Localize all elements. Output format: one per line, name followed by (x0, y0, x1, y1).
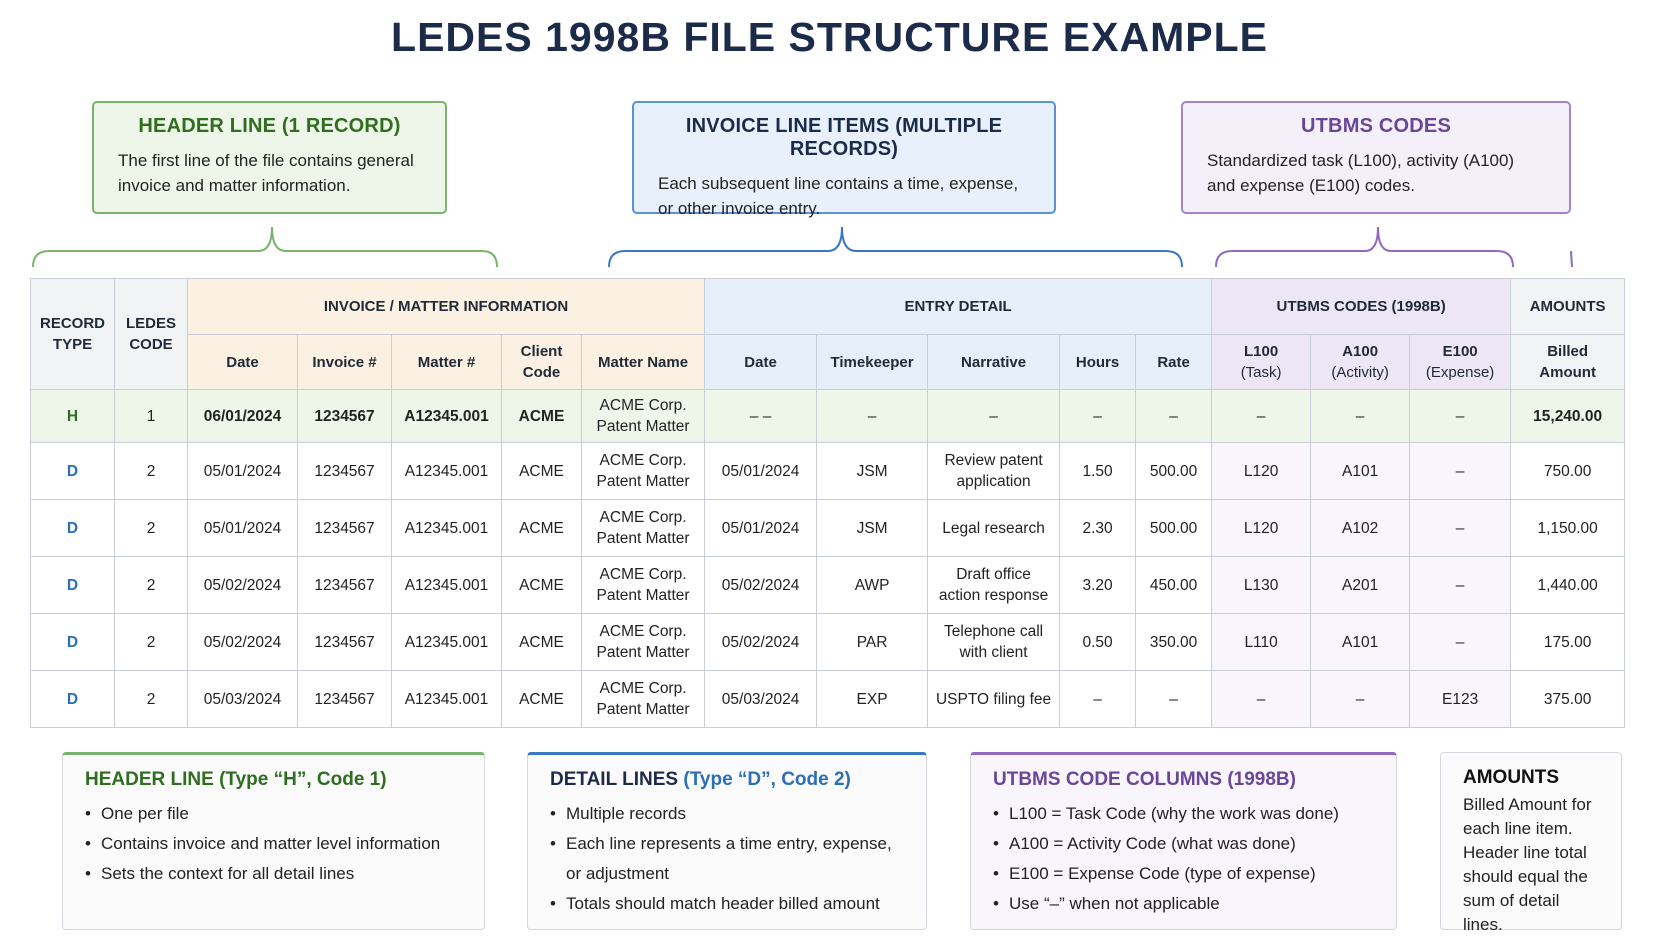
col-hours: Hours (1060, 335, 1136, 390)
col-matter-number: Matter # (392, 335, 502, 390)
detail-lines-note: • Multiple records (550, 799, 904, 829)
amounts-notes-text: Billed Amount for each line item. Header line total should equal the sum of detail lines. (1463, 795, 1592, 934)
cell-narrative: Telephone call with client (928, 614, 1060, 671)
cell-matter-number: A12345.001 (392, 614, 502, 671)
cell-a100: A102 (1311, 500, 1410, 557)
utbms-columns-note: • A100 = Activity Code (what was done) (993, 829, 1374, 859)
cell-invoice-date: 05/02/2024 (188, 614, 298, 671)
cell-timekeeper: – (817, 390, 928, 443)
cell-matter-name: ACME Corp. Patent Matter (582, 557, 705, 614)
cell-timekeeper: EXP (817, 671, 928, 728)
cell-ledes-code: 2 (115, 443, 188, 500)
cell-record-type: D (31, 557, 115, 614)
cell-ledes-code: 2 (115, 557, 188, 614)
utbms-columns-notes (970, 752, 1397, 930)
cell-billed-amount: 1,440.00 (1511, 557, 1625, 614)
cell-timekeeper: JSM (817, 500, 928, 557)
invoice-matter-group-header: INVOICE / MATTER INFORMATION (188, 279, 705, 335)
utbms-columns-note: • Use “–” when not applicable (993, 889, 1374, 919)
cell-l100: L130 (1212, 557, 1311, 614)
cell-invoice-number: 1234567 (298, 390, 392, 443)
header-record-row (31, 390, 1625, 443)
cell-client-code: ACME (502, 443, 582, 500)
cell-invoice-date: 05/03/2024 (188, 671, 298, 728)
col-a100-activity: A100 (Activity) (1311, 335, 1410, 390)
cell-matter-name: ACME Corp. Patent Matter (582, 443, 705, 500)
cell-narrative: Review patent application (928, 443, 1060, 500)
header-line-note: • Sets the context for all detail lines (85, 859, 462, 889)
col-l100-task: L100 (Task) (1212, 335, 1311, 390)
cell-matter-name: ACME Corp. Patent Matter (582, 390, 705, 443)
cell-client-code: ACME (502, 557, 582, 614)
cell-invoice-number: 1234567 (298, 500, 392, 557)
utbms-callout-heading: UTBMS CODES (1301, 115, 1451, 137)
cell-invoice-date: 05/01/2024 (188, 443, 298, 500)
cell-narrative: – (928, 390, 1060, 443)
ledes-code-header: LEDES CODE (115, 279, 188, 390)
header-line-notes-heading: HEADER LINE (Type “H”, Code 1) (85, 769, 387, 790)
cell-rate: 350.00 (1136, 614, 1212, 671)
cell-ledes-code: 2 (115, 614, 188, 671)
detail-lines-note: • Each line represents a time entry, expense, or adjustment (550, 829, 904, 889)
header-line-callout-text: The first line of the file contains general invoice and matter information. (118, 151, 414, 195)
cell-client-code: ACME (502, 390, 582, 443)
cell-a100: A201 (1311, 557, 1410, 614)
cell-entry-date: 05/01/2024 (705, 500, 817, 557)
cell-client-code: ACME (502, 614, 582, 671)
col-entry-date: Date (705, 335, 817, 390)
cell-hours: 3.20 (1060, 557, 1136, 614)
detail-record-row (31, 614, 1625, 671)
cell-record-type: D (31, 671, 115, 728)
col-timekeeper: Timekeeper (817, 335, 928, 390)
header-line-note: • One per file (85, 799, 462, 829)
col-rate: Rate (1136, 335, 1212, 390)
cell-hours: – (1060, 671, 1136, 728)
cell-a100: – (1311, 671, 1410, 728)
amounts-notes (1440, 752, 1622, 934)
cell-entry-date: 05/02/2024 (705, 557, 817, 614)
cell-record-type: D (31, 500, 115, 557)
line-items-brace (609, 227, 1182, 267)
cell-l100: L120 (1212, 443, 1311, 500)
cell-invoice-date: 05/02/2024 (188, 557, 298, 614)
detail-record-row (31, 557, 1625, 614)
cell-l100: – (1212, 390, 1311, 443)
cell-rate: – (1136, 390, 1212, 443)
group-braces (0, 0, 1659, 290)
cell-record-type: D (31, 443, 115, 500)
col-e100-expense: E100 (Expense) (1410, 335, 1511, 390)
col-invoice-number: Invoice # (298, 335, 392, 390)
utbms-brace (1216, 227, 1513, 267)
cell-e100: – (1410, 500, 1511, 557)
line-items-callout-text: Each subsequent line contains a time, expense, or other invoice entry. (658, 174, 1019, 218)
cell-a100: A101 (1311, 614, 1410, 671)
col-narrative: Narrative (928, 335, 1060, 390)
cell-matter-name: ACME Corp. Patent Matter (582, 671, 705, 728)
cell-entry-date: 05/02/2024 (705, 614, 817, 671)
cell-entry-date: 05/01/2024 (705, 443, 817, 500)
page-title: LEDES 1998B FILE STRUCTURE EXAMPLE (391, 14, 1268, 60)
amounts-notes-heading: AMOUNTS (1463, 767, 1560, 788)
cell-hours: 1.50 (1060, 443, 1136, 500)
detail-lines-notes (527, 752, 927, 930)
amounts-tick (1571, 251, 1572, 267)
cell-e100: – (1410, 557, 1511, 614)
cell-timekeeper: PAR (817, 614, 928, 671)
cell-billed-amount: 15,240.00 (1511, 390, 1625, 443)
cell-e100: – (1410, 443, 1511, 500)
cell-narrative: Draft office action response (928, 557, 1060, 614)
col-client-code: Client Code (502, 335, 582, 390)
cell-a100: A101 (1311, 443, 1410, 500)
cell-invoice-date: 05/01/2024 (188, 500, 298, 557)
cell-timekeeper: AWP (817, 557, 928, 614)
cell-a100: – (1311, 390, 1410, 443)
cell-invoice-number: 1234567 (298, 614, 392, 671)
record-type-header: RECORD TYPE (31, 279, 115, 390)
col-invoice-date: Date (188, 335, 298, 390)
col-matter-name: Matter Name (582, 335, 705, 390)
header-line-notes (62, 752, 485, 930)
detail-lines-notes-heading: DETAIL LINES (Type “D”, Code 2) (550, 769, 851, 790)
detail-record-row (31, 671, 1625, 728)
header-brace (33, 227, 497, 267)
detail-record-row (31, 443, 1625, 500)
utbms-callout-text: Standardized task (L100), activity (A100) and expense (E100) codes. (1207, 151, 1515, 195)
cell-invoice-number: 1234567 (298, 671, 392, 728)
cell-matter-number: A12345.001 (392, 390, 502, 443)
cell-timekeeper: JSM (817, 443, 928, 500)
cell-rate: – (1136, 671, 1212, 728)
header-line-callout-heading: HEADER LINE (1 RECORD) (138, 115, 401, 137)
cell-entry-date: – – (705, 390, 817, 443)
cell-narrative: USPTO filing fee (928, 671, 1060, 728)
cell-invoice-date: 06/01/2024 (188, 390, 298, 443)
cell-invoice-number: 1234567 (298, 443, 392, 500)
amounts-group-header: AMOUNTS (1511, 279, 1625, 335)
cell-l100: – (1212, 671, 1311, 728)
cell-matter-number: A12345.001 (392, 557, 502, 614)
cell-matter-name: ACME Corp. Patent Matter (582, 614, 705, 671)
cell-record-type: D (31, 614, 115, 671)
utbms-columns-note: • E100 = Expense Code (type of expense) (993, 859, 1374, 889)
cell-e100: – (1410, 614, 1511, 671)
ledes-record-table (30, 278, 1625, 728)
cell-ledes-code: 1 (115, 390, 188, 443)
header-line-note: • Contains invoice and matter level information (85, 829, 462, 859)
cell-narrative: Legal research (928, 500, 1060, 557)
cell-client-code: ACME (502, 671, 582, 728)
cell-ledes-code: 2 (115, 500, 188, 557)
detail-lines-note: • Totals should match header billed amount (550, 889, 904, 919)
utbms-columns-notes-heading: UTBMS CODE COLUMNS (1998B) (993, 769, 1296, 790)
cell-e100: – (1410, 390, 1511, 443)
cell-hours: 0.50 (1060, 614, 1136, 671)
cell-hours: – (1060, 390, 1136, 443)
cell-e100: E123 (1410, 671, 1511, 728)
utbms-columns-note: • L100 = Task Code (why the work was done) (993, 799, 1374, 829)
detail-record-row (31, 500, 1625, 557)
cell-matter-number: A12345.001 (392, 500, 502, 557)
cell-billed-amount: 175.00 (1511, 614, 1625, 671)
cell-matter-name: ACME Corp. Patent Matter (582, 500, 705, 557)
cell-ledes-code: 2 (115, 671, 188, 728)
cell-rate: 500.00 (1136, 443, 1212, 500)
cell-hours: 2.30 (1060, 500, 1136, 557)
cell-invoice-number: 1234567 (298, 557, 392, 614)
cell-client-code: ACME (502, 500, 582, 557)
utbms-group-header: UTBMS CODES (1998B) (1212, 279, 1511, 335)
entry-detail-group-header: ENTRY DETAIL (705, 279, 1212, 335)
cell-record-type: H (31, 390, 115, 443)
cell-l100: L110 (1212, 614, 1311, 671)
cell-rate: 500.00 (1136, 500, 1212, 557)
line-items-callout-heading: INVOICE LINE ITEMS (MULTIPLE RECORDS) (685, 115, 1003, 160)
col-billed-amount: Billed Amount (1511, 335, 1625, 390)
cell-billed-amount: 750.00 (1511, 443, 1625, 500)
cell-billed-amount: 375.00 (1511, 671, 1625, 728)
cell-matter-number: A12345.001 (392, 443, 502, 500)
cell-l100: L120 (1212, 500, 1311, 557)
cell-rate: 450.00 (1136, 557, 1212, 614)
cell-matter-number: A12345.001 (392, 671, 502, 728)
cell-entry-date: 05/03/2024 (705, 671, 817, 728)
cell-billed-amount: 1,150.00 (1511, 500, 1625, 557)
